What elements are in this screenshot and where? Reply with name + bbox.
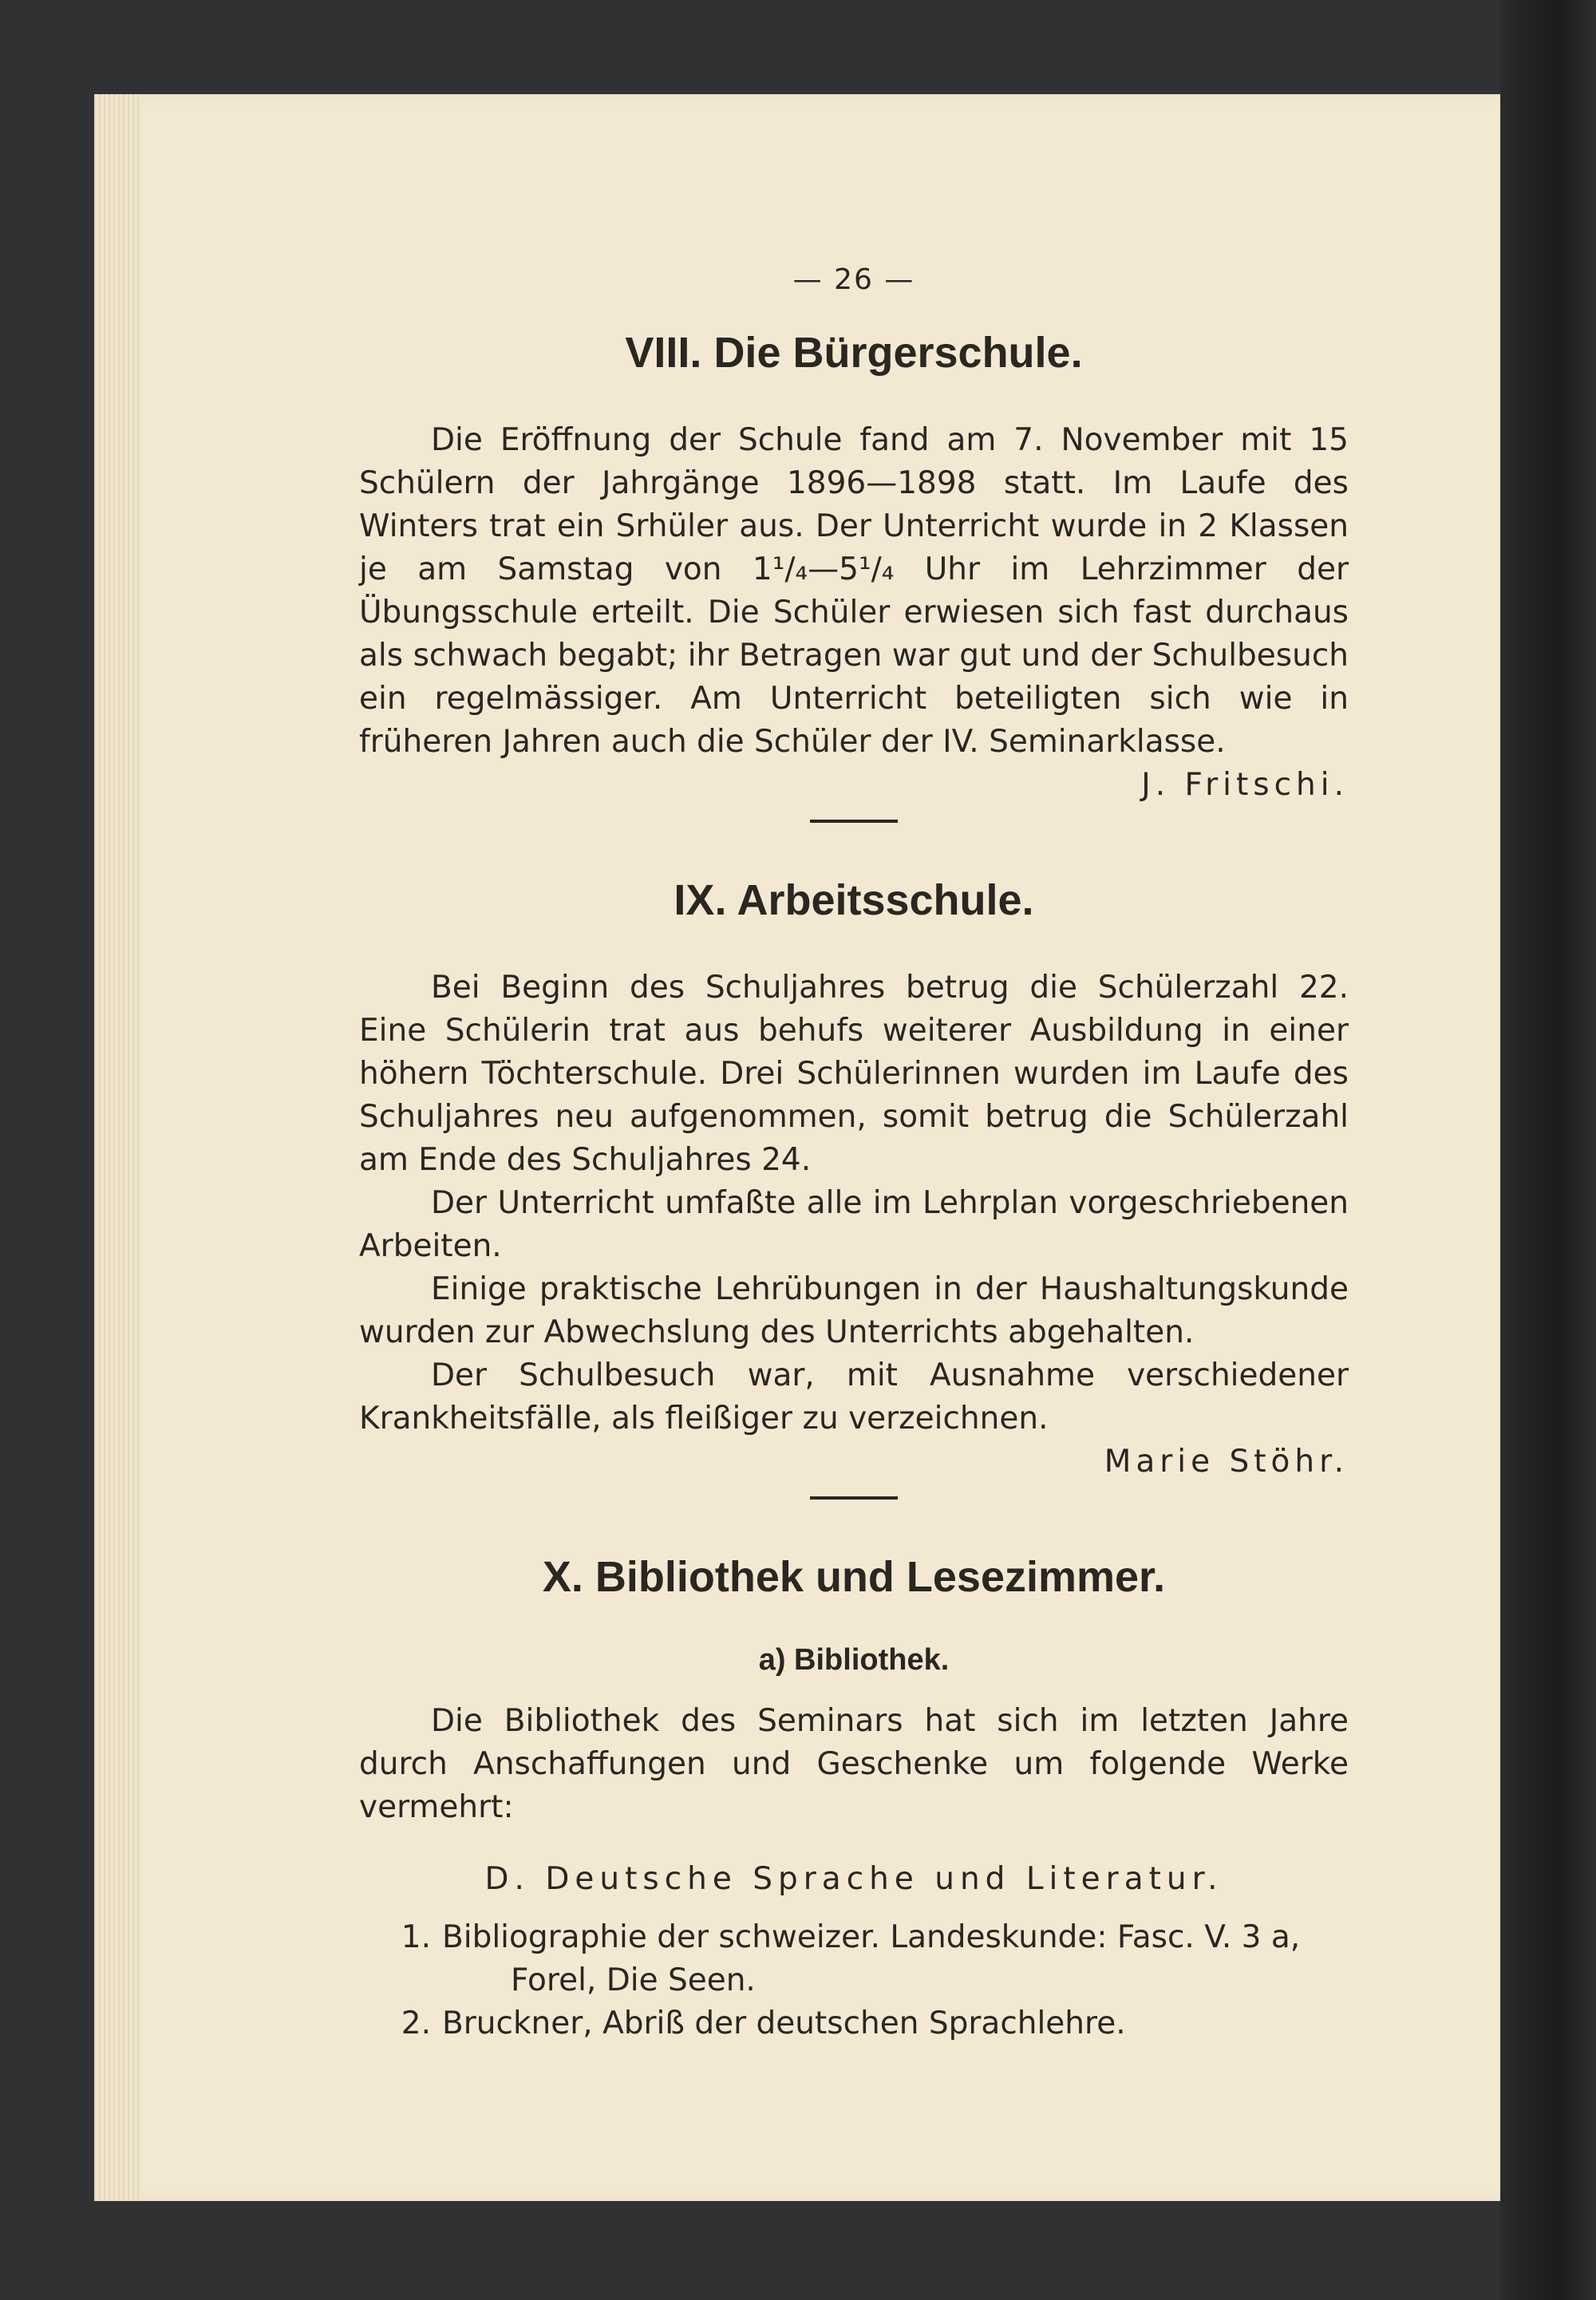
section-x-intro: Die Bibliothek des Seminars hat sich im letzten Jahre durch Anschaffungen und Geschenke um folgende Werke vermehrt:	[359, 1703, 1349, 1825]
section-divider	[810, 820, 898, 823]
section-ix-paragraph-1: Bei Beginn des Schuljahres betrug die Schülerzahl 22. Eine Schülerin trat aus behufs weiterer Ausbildung in einer höhern Töchterschule. Drei Schülerinnen wurden im Laufe des Schuljahres neu aufgenommen, somit betrug die Schülerzahl am Ende des Schuljahres 24.	[359, 970, 1349, 1178]
section-viii-paragraph: Die Eröffnung der Schule fand am 7. November mit 15 Schülern der Jahrgänge 1896—1898 statt. Im Laufe des Winters trat ein Srhüler aus. Der Unterricht wurde in 2 Klassen je am Samstag von 1¹/₄—5¹/₄ Uhr im Lehrzimmer der Übungsschule erteilt. Die Schüler erwiesen sich fast durchaus als schwach begabt; ihr Betragen war gut und der Schulbesuch ein regelmässiger. Am Unterricht beteiligten sich wie in früheren Jahren auch die Schüler der IV. Seminarklasse. J. Fritschi.	[359, 419, 1349, 764]
category-heading: D. Deutsche Sprache und Literatur.	[484, 1861, 1223, 1897]
section-ix-paragraph-3: Einige praktische Lehrübungen in der Haushaltungskunde wurden zur Abwechslung des Unterrichts abgehalten.	[359, 1271, 1349, 1350]
section-divider	[810, 1496, 898, 1500]
page-gutter	[94, 94, 142, 2201]
list-item	[359, 2002, 1349, 2045]
list-item	[359, 1916, 1349, 1959]
list-item-number: 2.	[401, 2006, 431, 2041]
book-spine	[1500, 0, 1596, 2300]
list-item-number: 1.	[401, 1919, 431, 1955]
page-number: — 26 —	[792, 263, 915, 296]
list-item-continuation	[359, 1959, 1349, 2002]
section-ix-title: IX. Arbeitsschule.	[674, 876, 1034, 924]
section-viii-title: VIII. Die Bürgerschule.	[625, 329, 1083, 377]
section-x-subtitle: a) Bibliothek.	[758, 1643, 950, 1677]
page-content	[359, 263, 1349, 2045]
signature-fritschi: J. Fritschi.	[1141, 767, 1349, 803]
book-list	[359, 1916, 1349, 2045]
list-item-text: Forel, Die Seen.	[511, 1962, 756, 1998]
section-ix-paragraph-2: Der Unterricht umfaßte alle im Lehrplan vorgeschriebenen Arbeiten.	[359, 1185, 1349, 1264]
signature-stoehr: Marie Stöhr.	[1104, 1444, 1349, 1480]
section-x-title: X. Bibliothek und Lesezimmer.	[542, 1553, 1166, 1601]
list-item-text: Bibliographie der schweizer. Landeskunde: Fasc. V. 3 a,	[442, 1919, 1301, 1955]
list-item-text: Bruckner, Abriß der deutschen Sprachlehre.	[442, 2006, 1126, 2041]
section-ix-paragraph-4: Der Schulbesuch war, mit Ausnahme verschiedener Krankheitsfälle, als fleißiger zu verzeichnen. Marie Stöhr.	[359, 1354, 1349, 1440]
